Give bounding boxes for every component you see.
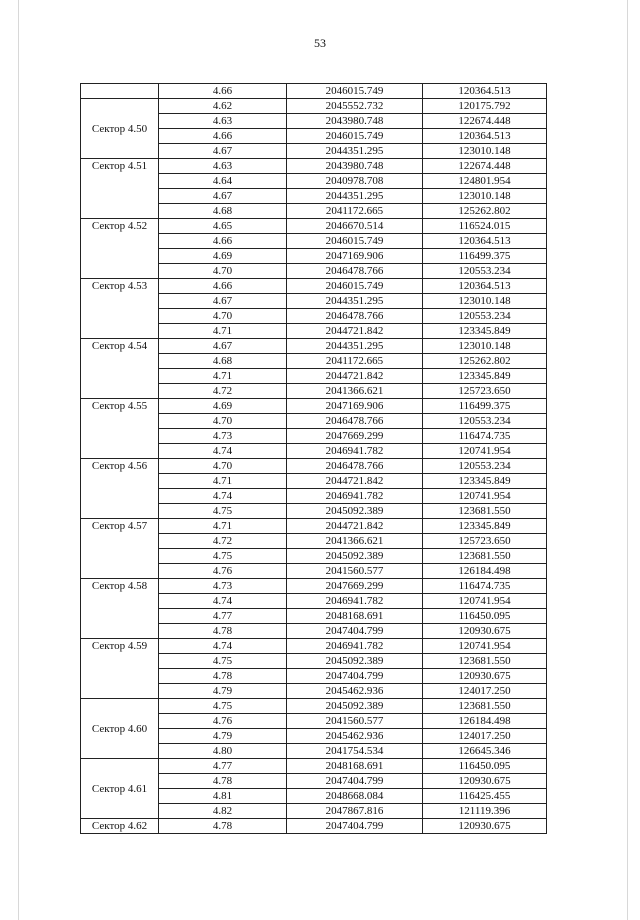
point-cell: 4.66: [159, 279, 287, 294]
y-coordinate-cell: 122674.448: [423, 159, 547, 174]
x-coordinate-cell: 2046478.766: [287, 309, 423, 324]
x-coordinate-cell: 2046941.782: [287, 594, 423, 609]
coordinates-table: [80, 83, 547, 834]
sector-cell: Сектор 4.60: [81, 699, 159, 759]
sector-cell: Сектор 4.59: [81, 639, 159, 699]
point-cell: 4.78: [159, 774, 287, 789]
x-coordinate-cell: 2045092.389: [287, 504, 423, 519]
scan-edge-right: [627, 0, 628, 920]
point-cell: 4.75: [159, 654, 287, 669]
table-row: [81, 759, 547, 774]
table-row: [81, 519, 547, 534]
y-coordinate-cell: 120553.234: [423, 459, 547, 474]
point-cell: 4.64: [159, 174, 287, 189]
y-coordinate-cell: 126184.498: [423, 564, 547, 579]
point-cell: 4.76: [159, 714, 287, 729]
x-coordinate-cell: 2044351.295: [287, 294, 423, 309]
point-cell: 4.81: [159, 789, 287, 804]
point-cell: 4.73: [159, 429, 287, 444]
x-coordinate-cell: 2044351.295: [287, 144, 423, 159]
point-cell: 4.66: [159, 234, 287, 249]
x-coordinate-cell: 2044721.842: [287, 324, 423, 339]
table-row: [81, 84, 547, 99]
sector-cell: Сектор 4.56: [81, 459, 159, 519]
point-cell: 4.75: [159, 504, 287, 519]
sector-cell: Сектор 4.50: [81, 99, 159, 159]
y-coordinate-cell: 124017.250: [423, 684, 547, 699]
y-coordinate-cell: 123010.148: [423, 189, 547, 204]
x-coordinate-cell: 2043980.748: [287, 114, 423, 129]
point-cell: 4.74: [159, 639, 287, 654]
point-cell: 4.73: [159, 579, 287, 594]
y-coordinate-cell: 120553.234: [423, 309, 547, 324]
sector-cell: Сектор 4.57: [81, 519, 159, 579]
x-coordinate-cell: 2041560.577: [287, 714, 423, 729]
y-coordinate-cell: 120553.234: [423, 264, 547, 279]
point-cell: 4.78: [159, 624, 287, 639]
y-coordinate-cell: 120741.954: [423, 444, 547, 459]
y-coordinate-cell: 120364.513: [423, 84, 547, 99]
x-coordinate-cell: 2047404.799: [287, 624, 423, 639]
y-coordinate-cell: 120741.954: [423, 594, 547, 609]
y-coordinate-cell: 120930.675: [423, 774, 547, 789]
point-cell: 4.80: [159, 744, 287, 759]
point-cell: 4.78: [159, 669, 287, 684]
y-coordinate-cell: 116499.375: [423, 399, 547, 414]
sector-cell: Сектор 4.58: [81, 579, 159, 639]
table-row: [81, 639, 547, 654]
point-cell: 4.71: [159, 369, 287, 384]
y-coordinate-cell: 125262.802: [423, 204, 547, 219]
x-coordinate-cell: 2041172.665: [287, 204, 423, 219]
x-coordinate-cell: 2047404.799: [287, 669, 423, 684]
y-coordinate-cell: 120364.513: [423, 129, 547, 144]
point-cell: 4.69: [159, 249, 287, 264]
x-coordinate-cell: 2047404.799: [287, 819, 423, 834]
table-row: [81, 399, 547, 414]
sector-cell: Сектор 4.52: [81, 219, 159, 279]
y-coordinate-cell: 120175.792: [423, 99, 547, 114]
table-row: [81, 459, 547, 474]
y-coordinate-cell: 123345.849: [423, 474, 547, 489]
point-cell: 4.77: [159, 609, 287, 624]
x-coordinate-cell: 2044721.842: [287, 474, 423, 489]
point-cell: 4.63: [159, 159, 287, 174]
x-coordinate-cell: 2044351.295: [287, 189, 423, 204]
x-coordinate-cell: 2047669.299: [287, 579, 423, 594]
x-coordinate-cell: 2047404.799: [287, 774, 423, 789]
x-coordinate-cell: 2046941.782: [287, 639, 423, 654]
point-cell: 4.71: [159, 474, 287, 489]
table-row: [81, 699, 547, 714]
x-coordinate-cell: 2046015.749: [287, 234, 423, 249]
point-cell: 4.67: [159, 294, 287, 309]
point-cell: 4.67: [159, 189, 287, 204]
x-coordinate-cell: 2046015.749: [287, 279, 423, 294]
y-coordinate-cell: 116425.455: [423, 789, 547, 804]
point-cell: 4.82: [159, 804, 287, 819]
table-row: [81, 819, 547, 834]
x-coordinate-cell: 2046478.766: [287, 459, 423, 474]
x-coordinate-cell: 2045092.389: [287, 699, 423, 714]
y-coordinate-cell: 116524.015: [423, 219, 547, 234]
point-cell: 4.67: [159, 339, 287, 354]
point-cell: 4.70: [159, 264, 287, 279]
table-row: [81, 279, 547, 294]
x-coordinate-cell: 2041560.577: [287, 564, 423, 579]
y-coordinate-cell: 123345.849: [423, 369, 547, 384]
page-number: 53: [314, 36, 326, 50]
x-coordinate-cell: 2047169.906: [287, 399, 423, 414]
y-coordinate-cell: 123010.148: [423, 144, 547, 159]
point-cell: 4.70: [159, 414, 287, 429]
x-coordinate-cell: 2046941.782: [287, 489, 423, 504]
x-coordinate-cell: 2046670.514: [287, 219, 423, 234]
y-coordinate-cell: 125262.802: [423, 354, 547, 369]
y-coordinate-cell: 124801.954: [423, 174, 547, 189]
y-coordinate-cell: 120741.954: [423, 639, 547, 654]
x-coordinate-cell: 2045462.936: [287, 729, 423, 744]
y-coordinate-cell: 125723.650: [423, 384, 547, 399]
y-coordinate-cell: 116474.735: [423, 579, 547, 594]
x-coordinate-cell: 2048168.691: [287, 609, 423, 624]
table-row: [81, 99, 547, 114]
table-row: [81, 159, 547, 174]
y-coordinate-cell: 124017.250: [423, 729, 547, 744]
x-coordinate-cell: 2043980.748: [287, 159, 423, 174]
point-cell: 4.75: [159, 699, 287, 714]
y-coordinate-cell: 120364.513: [423, 234, 547, 249]
x-coordinate-cell: 2048668.084: [287, 789, 423, 804]
y-coordinate-cell: 126645.346: [423, 744, 547, 759]
sector-cell: Сектор 4.51: [81, 159, 159, 219]
x-coordinate-cell: 2044721.842: [287, 519, 423, 534]
y-coordinate-cell: 123681.550: [423, 504, 547, 519]
sector-cell: Сектор 4.55: [81, 399, 159, 459]
point-cell: 4.79: [159, 729, 287, 744]
x-coordinate-cell: 2044721.842: [287, 369, 423, 384]
x-coordinate-cell: 2040978.708: [287, 174, 423, 189]
point-cell: 4.72: [159, 534, 287, 549]
point-cell: 4.78: [159, 819, 287, 834]
x-coordinate-cell: 2048168.691: [287, 759, 423, 774]
sector-cell: Сектор 4.53: [81, 279, 159, 339]
y-coordinate-cell: 120930.675: [423, 669, 547, 684]
x-coordinate-cell: 2046015.749: [287, 129, 423, 144]
y-coordinate-cell: 123681.550: [423, 549, 547, 564]
sector-cell: Сектор 4.61: [81, 759, 159, 819]
x-coordinate-cell: 2047169.906: [287, 249, 423, 264]
x-coordinate-cell: 2047867.816: [287, 804, 423, 819]
y-coordinate-cell: 120364.513: [423, 279, 547, 294]
point-cell: 4.69: [159, 399, 287, 414]
y-coordinate-cell: 116450.095: [423, 759, 547, 774]
point-cell: 4.75: [159, 549, 287, 564]
y-coordinate-cell: 121119.396: [423, 804, 547, 819]
y-coordinate-cell: 123010.148: [423, 294, 547, 309]
point-cell: 4.65: [159, 219, 287, 234]
y-coordinate-cell: 120930.675: [423, 624, 547, 639]
y-coordinate-cell: 123010.148: [423, 339, 547, 354]
scan-edge-left: [18, 0, 19, 920]
y-coordinate-cell: 120741.954: [423, 489, 547, 504]
x-coordinate-cell: 2045092.389: [287, 654, 423, 669]
y-coordinate-cell: 123681.550: [423, 699, 547, 714]
x-coordinate-cell: 2041366.621: [287, 534, 423, 549]
y-coordinate-cell: 122674.448: [423, 114, 547, 129]
sector-cell: Сектор 4.54: [81, 339, 159, 399]
point-cell: 4.70: [159, 309, 287, 324]
y-coordinate-cell: 123345.849: [423, 519, 547, 534]
y-coordinate-cell: 125723.650: [423, 534, 547, 549]
y-coordinate-cell: 116474.735: [423, 429, 547, 444]
y-coordinate-cell: 120553.234: [423, 414, 547, 429]
sector-cell: [81, 84, 159, 99]
point-cell: 4.71: [159, 324, 287, 339]
y-coordinate-cell: 120930.675: [423, 819, 547, 834]
point-cell: 4.66: [159, 84, 287, 99]
x-coordinate-cell: 2047669.299: [287, 429, 423, 444]
x-coordinate-cell: 2041172.665: [287, 354, 423, 369]
point-cell: 4.74: [159, 594, 287, 609]
point-cell: 4.72: [159, 384, 287, 399]
point-cell: 4.66: [159, 129, 287, 144]
point-cell: 4.63: [159, 114, 287, 129]
x-coordinate-cell: 2046941.782: [287, 444, 423, 459]
y-coordinate-cell: 123681.550: [423, 654, 547, 669]
x-coordinate-cell: 2045092.389: [287, 549, 423, 564]
x-coordinate-cell: 2045552.732: [287, 99, 423, 114]
x-coordinate-cell: 2041366.621: [287, 384, 423, 399]
point-cell: 4.68: [159, 354, 287, 369]
x-coordinate-cell: 2046015.749: [287, 84, 423, 99]
point-cell: 4.76: [159, 564, 287, 579]
point-cell: 4.77: [159, 759, 287, 774]
x-coordinate-cell: 2044351.295: [287, 339, 423, 354]
point-cell: 4.70: [159, 459, 287, 474]
x-coordinate-cell: 2045462.936: [287, 684, 423, 699]
x-coordinate-cell: 2046478.766: [287, 264, 423, 279]
table-row: [81, 219, 547, 234]
x-coordinate-cell: 2046478.766: [287, 414, 423, 429]
point-cell: 4.62: [159, 99, 287, 114]
table-row: [81, 579, 547, 594]
point-cell: 4.71: [159, 519, 287, 534]
table-row: [81, 339, 547, 354]
point-cell: 4.74: [159, 489, 287, 504]
y-coordinate-cell: 116499.375: [423, 249, 547, 264]
y-coordinate-cell: 126184.498: [423, 714, 547, 729]
point-cell: 4.79: [159, 684, 287, 699]
sector-cell: Сектор 4.62: [81, 819, 159, 834]
point-cell: 4.67: [159, 144, 287, 159]
y-coordinate-cell: 116450.095: [423, 609, 547, 624]
y-coordinate-cell: 123345.849: [423, 324, 547, 339]
point-cell: 4.74: [159, 444, 287, 459]
point-cell: 4.68: [159, 204, 287, 219]
x-coordinate-cell: 2041754.534: [287, 744, 423, 759]
